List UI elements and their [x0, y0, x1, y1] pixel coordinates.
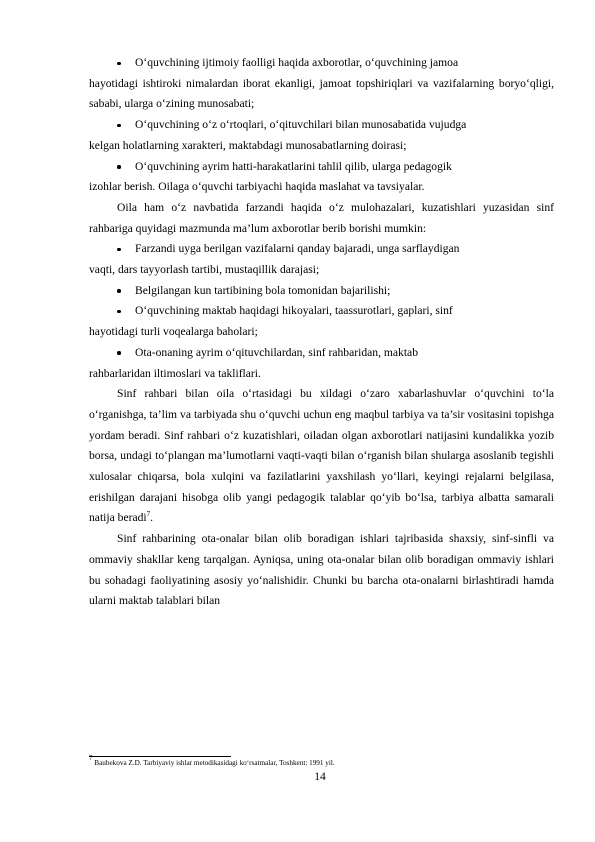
bullet-icon — [117, 310, 121, 314]
paragraph-end: . — [150, 511, 154, 525]
list-item-text-continued: hayotidagi ishtiroki nimalardan iborat ekanligi, jamoat topshiriqlari va vazifalarning boryo‘qligi, sababi, ularga o‘zining munosabati; — [89, 76, 554, 111]
list-item — [89, 343, 554, 384]
bullet-icon — [117, 62, 121, 66]
list-item — [89, 301, 554, 342]
paragraph: Oila ham o‘z navbatida farzandi haqida o‘z mulohazalari, kuzatishlari yuzasidan sinf rahbariga quyidagi mazmunda ma’lum axborotlar berib borishi mumkin: — [89, 200, 554, 235]
list-item-text: Belgilangan kun tartibining bola tomonidan bajarilishi; — [135, 283, 391, 297]
footnote — [89, 754, 554, 768]
list-item-text-continued: vaqti, dars tayyorlash tartibi, mustaqillik darajasi; — [89, 263, 320, 277]
list-item-text: Ota-onaning ayrim o‘qituvchilardan, sinf rahbaridan, maktab — [135, 345, 418, 359]
body-text — [89, 53, 554, 612]
list-item-text-continued: izohlar berish. Oilaga o‘quvchi tarbiyachi haqida maslahat va tavsiyalar. — [89, 180, 425, 194]
list-item-text-continued: rahbarlaridan iltimoslari va takliflari. — [89, 366, 261, 380]
list-item — [89, 239, 554, 280]
footnote-divider — [89, 756, 231, 757]
list-item — [89, 53, 554, 115]
footnote-text: Baubekova Z.D. Tarbiyaviy ishlar metodikasidagi ko‘rsatmalar, Toshkent: 1991 yil. — [92, 759, 335, 767]
bullet-icon — [117, 289, 121, 293]
footnote-number: 7 — [89, 754, 93, 762]
paragraph: Sinf rahbarining ota-onalar bilan olib boradigan ishlari tajribasida shaxsiy, sinf-sinfli va ommaviy shakllar keng tarqalgan. Ayniqsa, uning ota-onalar bilan olib boradigan ommaviy ishlari bu sohadagi faoliyatining asosiy yo‘nalishidir. Chunki bu barcha ota-onalarni birlashtiradi hamda ularni maktab talablari bilan — [89, 532, 554, 608]
bullet-icon — [117, 124, 121, 128]
list-item — [89, 157, 554, 198]
page-number: 14 — [314, 770, 326, 783]
paragraph-text: Sinf rahbari bilan oila o‘rtasidagi bu xildagi o‘zaro xabarlashuvlar o‘quvchini to‘la o‘rganishga, ta’lim va tarbiyada shu o‘quvchi uchun eng maqbul tarbiya va ta’sir vositasini topishga yordam beradi. Sinf rahbari o‘z kuzatishlari, oiladan olgan axborotlari natijasini kundalikka yozib borsa, undagi to‘plangan ma’lumotlarni vaqti-vaqti bilan o‘rganish bilan shularga asoslanib tegishli xulosalar chiqarsa, bola xulqini va fazilatlarini yaxshilash yo‘llari, keyingi rejalarni belgilasa, erishilgan darajani hisobga olib yangi pedagogik talablar qo‘yib bo‘lsa, tarbiya albatta samarali natija beradi — [89, 387, 554, 525]
bullet-icon — [117, 248, 121, 252]
list-item-text: O‘quvchining ayrim hatti-harakatlarini tahlil qilib, ularga pedagogik — [135, 159, 452, 173]
bullet-icon — [117, 351, 121, 355]
list-item-text: O‘quvchining maktab haqidagi hikoyalari, taassurotlari, gaplari, sinf — [135, 304, 453, 318]
list-item-text: O‘quvchining o‘z o‘rtoqlari, o‘qituvchilari bilan munosabatida vujudga — [135, 118, 467, 132]
bullet-icon — [117, 165, 121, 169]
list-item-text: Farzandi uyga berilgan vazifalarni qanday bajaradi, unga sarflaydigan — [135, 242, 460, 256]
paragraph — [89, 384, 554, 529]
list-item-text: O‘quvchining ijtimoiy faolligi haqida axborotlar, o‘quvchining jamoa — [135, 56, 459, 69]
list-item — [89, 115, 554, 156]
list-item-text-continued: hayotidagi turli voqealarga baholari; — [89, 325, 258, 339]
list-item — [89, 281, 554, 302]
footnote-reference[interactable]: 7 — [146, 510, 151, 519]
list-item-text-continued: kelgan holatlarning xarakteri, maktabdagi munosabatlarning doirasi; — [89, 138, 407, 152]
